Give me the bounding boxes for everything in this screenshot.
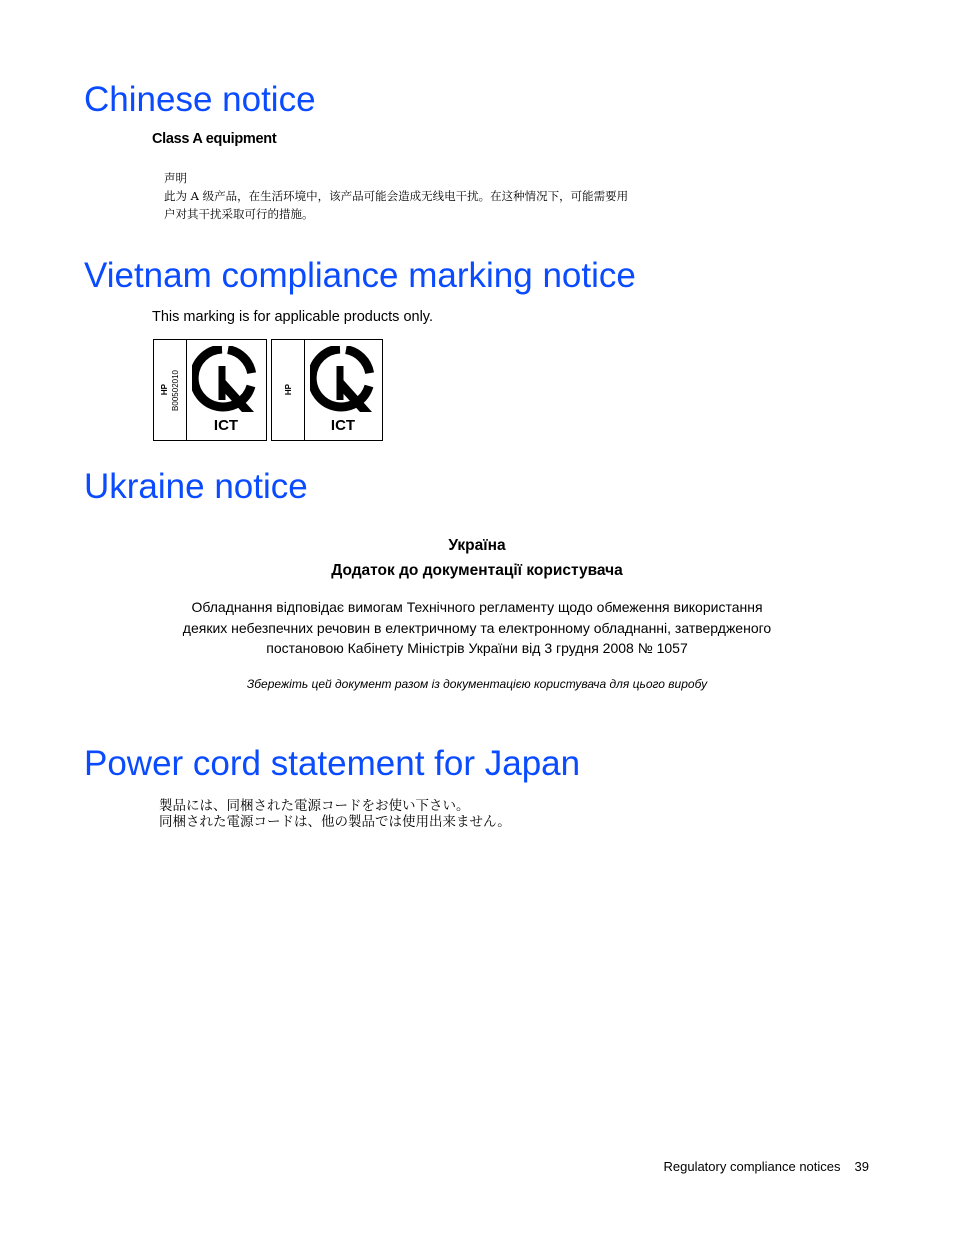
ukraine-notice-heading: Ukraine notice xyxy=(84,467,308,506)
chinese-statement-image xyxy=(164,169,628,223)
ukraine-country-heading: Україна xyxy=(448,537,506,554)
marking-side-panel xyxy=(272,340,305,440)
marking-ict-label: ICT xyxy=(213,417,239,434)
ict-q-logo-icon xyxy=(192,346,264,414)
ukraine-compliance-body xyxy=(0,597,954,659)
chinese-notice-heading: Chinese notice xyxy=(84,80,316,119)
marking-code-label: B00502010 xyxy=(171,369,180,411)
japan-power-cord-heading: Power cord statement for Japan xyxy=(84,744,581,783)
ukraine-keep-document-note: Збережіть цей документ разом із документацією користувача для цього виробу xyxy=(246,677,708,691)
japan-power-cord-statement xyxy=(159,798,511,830)
ict-marking-with-code xyxy=(153,339,267,441)
vietnam-notice-heading: Vietnam compliance marking notice xyxy=(84,256,636,295)
ukraine-body-line: постановою Кабінету Міністрів України від 3 грудня 2008 № 1057 xyxy=(266,640,688,656)
ict-q-logo-icon xyxy=(310,346,382,414)
ict-marking xyxy=(271,339,383,441)
vietnam-marking-text: This marking is for applicable products only. xyxy=(152,309,433,325)
japan-statement-line: 同梱された電源コードは、他の製品では使用出来ません。 xyxy=(159,814,511,830)
footer-section-title: Regulatory compliance notices xyxy=(663,1159,841,1174)
chinese-statement-line: 声明 xyxy=(164,171,187,185)
page-number: 39 xyxy=(854,1159,869,1174)
ukraine-body-line: Обладнання відповідає вимогам Технічного регламенту щодо обмеження використання xyxy=(191,599,763,615)
chinese-statement-line: 户对其干扰采取可行的措施。 xyxy=(164,207,314,221)
chinese-class-a-subheading: Class A equipment xyxy=(152,131,277,147)
japan-statement-line: 製品には、同梱された電源コードをお使い下さい。 xyxy=(159,798,470,814)
marking-hp-label: HP xyxy=(160,384,169,396)
marking-hp-label: HP xyxy=(283,384,293,396)
marking-ict-label: ICT xyxy=(330,417,356,434)
ukraine-body-line: деяких небезпечних речовин в електричному та електронному обладнанні, затвердженого xyxy=(182,619,772,636)
page-footer xyxy=(663,1159,869,1174)
marking-side-panel xyxy=(154,340,187,440)
ukraine-addendum-heading: Додаток до документації користувача xyxy=(331,562,623,579)
chinese-statement-line: 此为 A 级产品，在生活环境中，该产品可能会造成无线电干扰。在这种情况下，可能需要用 xyxy=(164,189,629,203)
